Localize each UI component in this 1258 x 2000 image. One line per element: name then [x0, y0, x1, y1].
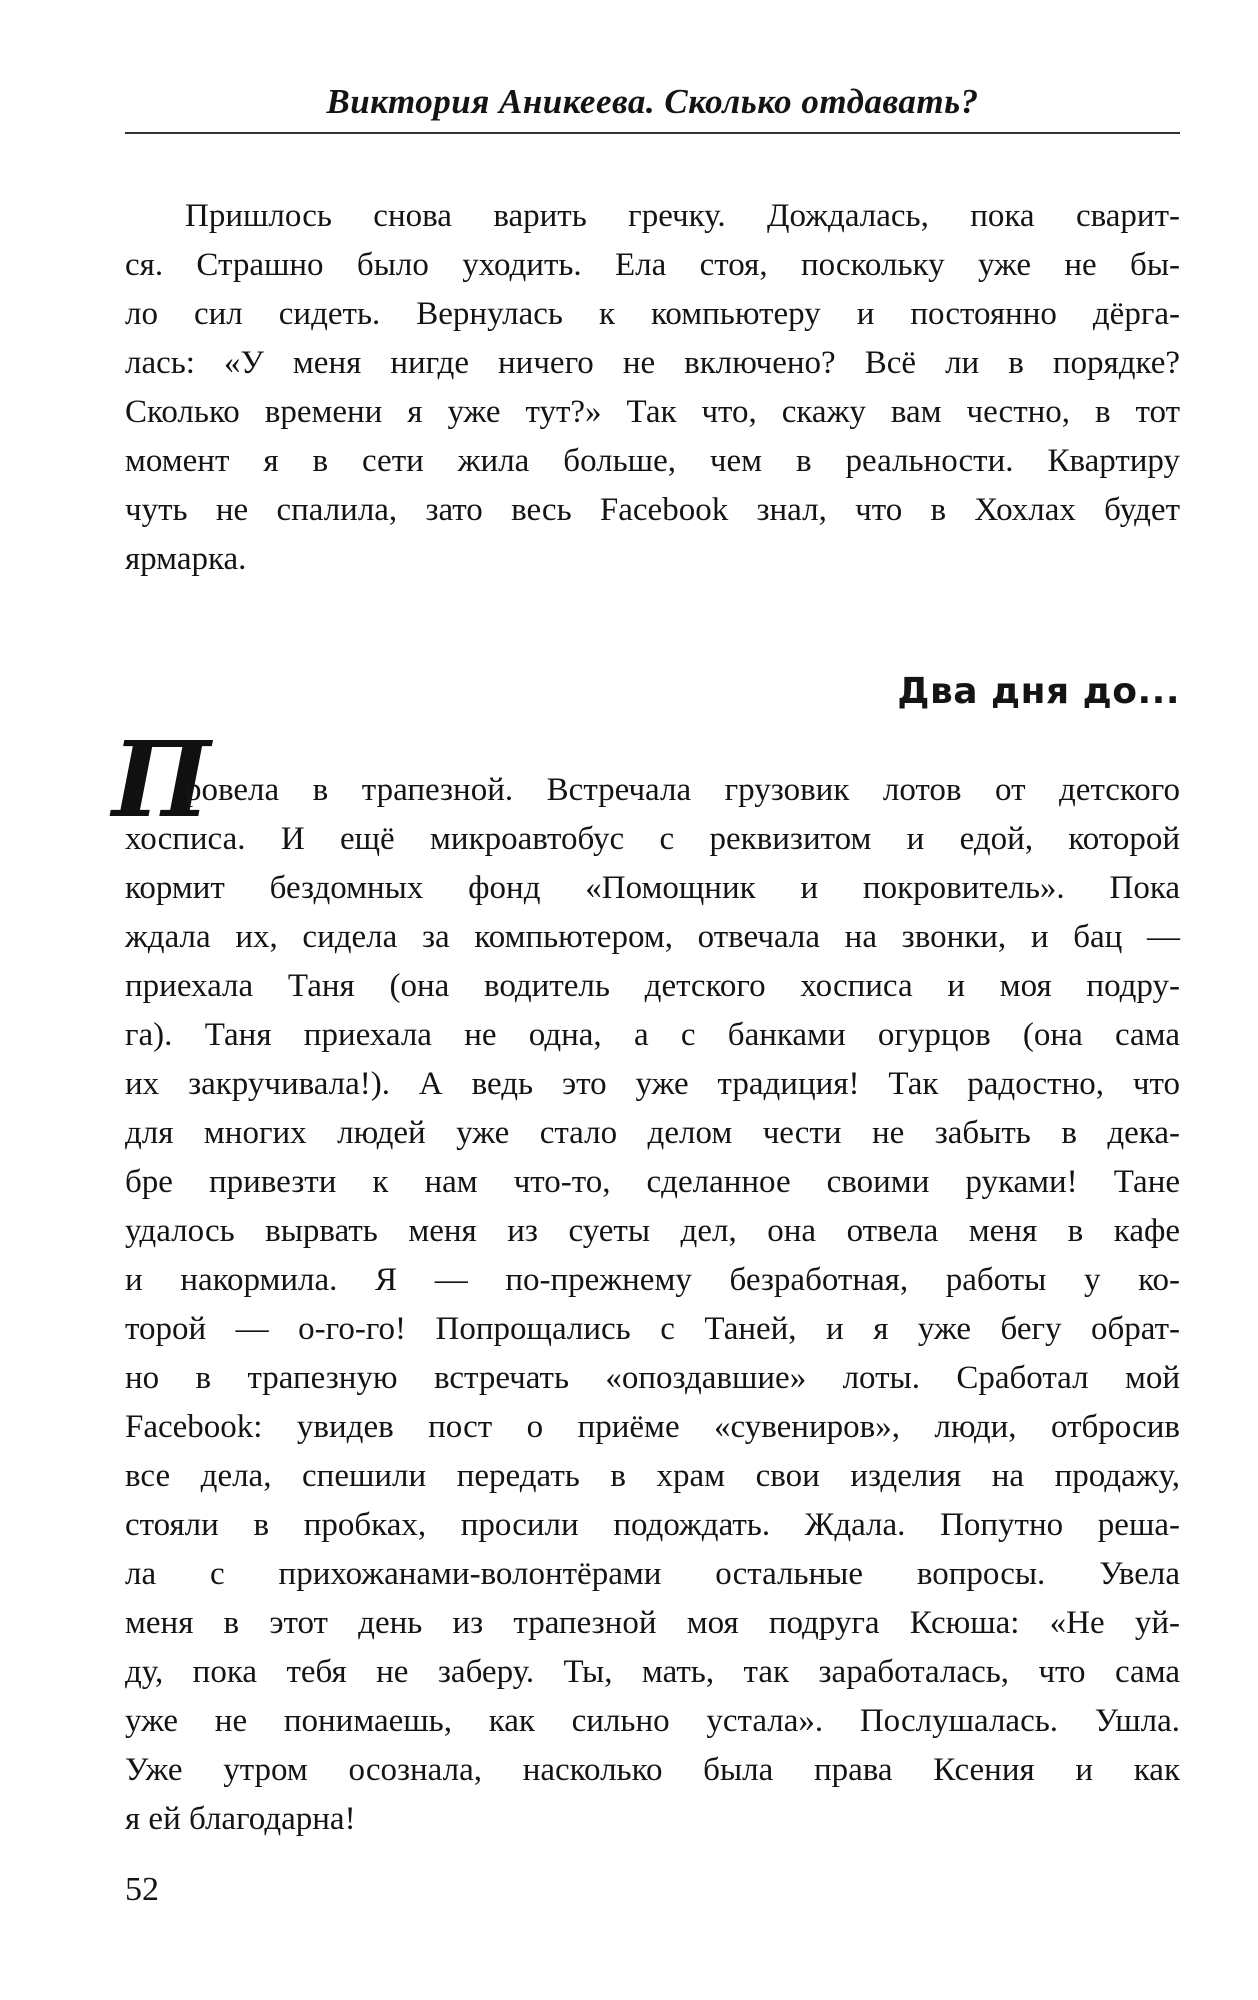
text-line: приехала Таня (она водитель детского хосписа и моя подру-: [125, 968, 1180, 1004]
text-line: удалось вырвать меня из суеты дел, она отвела меня в кафе: [125, 1213, 1180, 1249]
text-line: Уже утром осознала, насколько была права Ксения и как: [125, 1752, 1180, 1788]
text-line: ла с прихожанами-волонтёрами остальные вопросы. Увела: [125, 1556, 1180, 1592]
paragraph-1: [125, 192, 1180, 584]
paragraph-2: [125, 766, 1180, 1844]
text-line: хосписа. И ещё микроавтобус с реквизитом и едой, которой: [125, 821, 1180, 857]
text-line: уже не понимаешь, как сильно устала». Послушалась. Ушла.: [125, 1703, 1180, 1739]
text-line: для многих людей уже стало делом чести не забыть в дека-: [125, 1115, 1180, 1151]
text-line: меня в этот день из трапезной моя подруга Ксюша: «Не уй-: [125, 1605, 1180, 1641]
text-line: Пришлось снова варить гречку. Дождалась, пока сварит-: [185, 198, 1180, 234]
text-line: ся. Страшно было уходить. Ела стоя, поскольку уже не бы-: [125, 247, 1180, 283]
text-line: торой — о-го-го! Попрощались с Таней, и я уже бегу обрат-: [125, 1311, 1180, 1347]
text-line: лась: «У меня нигде ничего не включено? Всё ли в порядке?: [125, 345, 1180, 381]
text-line: момент я в сети жила больше, чем в реальности. Квартиру: [125, 443, 1180, 479]
text-line: Facebook: увидев пост о приёме «сувениров», люди, отбросив: [125, 1409, 1180, 1445]
section-heading: Два дня до...: [897, 671, 1180, 712]
drop-cap: П: [112, 718, 211, 841]
text-line: чуть не спалила, зато весь Facebook знал, что в Хохлах будет: [125, 492, 1180, 528]
text-line: кормит бездомных фонд «Помощник и покровитель». Пока: [125, 870, 1180, 906]
page-number: 52: [125, 1871, 159, 1908]
text-line: бре привезти к нам что-то, сделанное своими руками! Тане: [125, 1164, 1180, 1200]
text-line: ло сил сидеть. Вернулась к компьютеру и постоянно дёрга-: [125, 296, 1180, 332]
text-line: ду, пока тебя не заберу. Ты, мать, так заработалась, что сама: [125, 1654, 1180, 1690]
header-divider: [125, 132, 1180, 134]
text-line: все дела, спешили передать в храм свои изделия на продажу,: [125, 1458, 1180, 1494]
text-line: ярмарка.: [125, 541, 247, 577]
text-line: га). Таня приехала не одна, а с банками огурцов (она сама: [125, 1017, 1180, 1053]
text-line: но в трапезную встречать «опоздавшие» лоты. Сработал мой: [125, 1360, 1180, 1396]
text-line: я ей благодарна!: [125, 1801, 356, 1837]
text-line: ровела в трапезной. Встречала грузовик лотов от детского: [185, 772, 1180, 808]
text-line: стояли в пробках, просили подождать. Ждала. Попутно реша-: [125, 1507, 1180, 1543]
text-line: и накормила. Я — по-прежнему безработная, работы у ко-: [125, 1262, 1180, 1298]
text-line: их закручивала!). А ведь это уже традиция! Так радостно, что: [125, 1066, 1180, 1102]
text-line: ждала их, сидела за компьютером, отвечала на звонки, и бац —: [125, 919, 1180, 955]
running-header: Виктория Аникеева. Сколько отдавать?: [326, 82, 979, 121]
text-line: Сколько времени я уже тут?» Так что, скажу вам честно, в тот: [125, 394, 1180, 430]
